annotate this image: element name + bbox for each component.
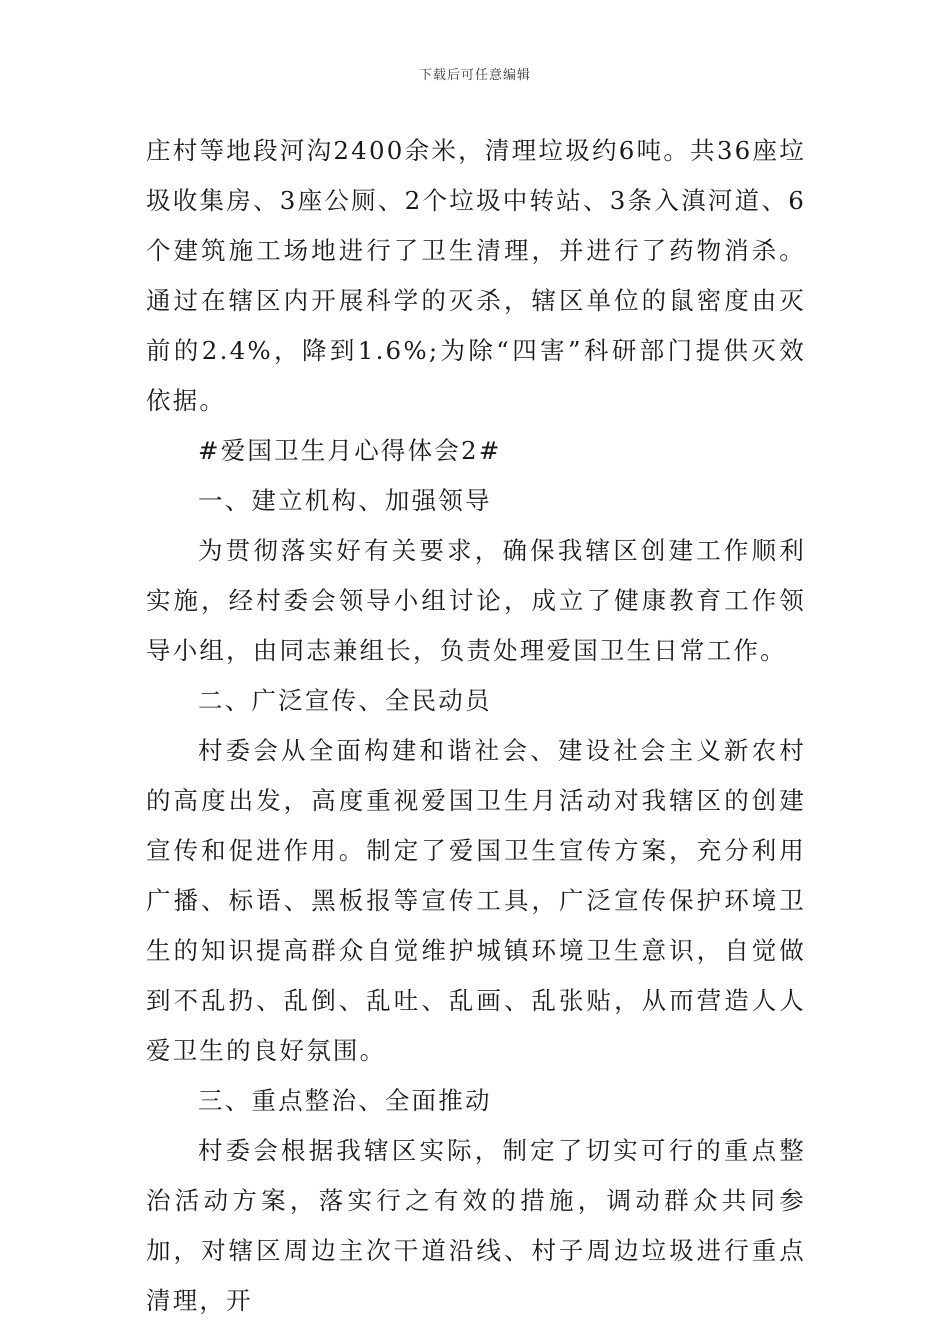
heading-1: 一、建立机构、加强领导 (198, 486, 492, 515)
paragraph-4: 村委会根据我辖区实际，制定了切实可行的重点整治活动方案，落实行之有效的措施，调动群众共同参加，对辖区周边主次干道沿线、村子周边垃圾进行重点清理，开 (146, 1136, 806, 1315)
heading-3: 三、重点整治、全面推动 (198, 1086, 492, 1115)
paragraph-2: 为贯彻落实好有关要求，确保我辖区创建工作顺利实施，经村委会领导小组讨论，成立了健康教育工作领导小组，由同志兼组长，负责处理爱国卫生日常工作。 (146, 536, 806, 665)
document-body (146, 126, 806, 1326)
heading-2: 二、广泛宣传、全民动员 (198, 686, 492, 715)
page-header-note: 下载后可任意编辑 (418, 68, 531, 83)
paragraph-3: 村委会从全面构建和谐社会、建设社会主义新农村的高度出发，高度重视爱国卫生月活动对我辖区的创建宣传和促进作用。制定了爱国卫生宣传方案，充分利用广播、标语、黑板报等宣传工具，广泛宣传保护环境卫生的知识提高群众自觉维护城镇环境卫生意识，自觉做到不乱扔、乱倒、乱吐、乱画、乱张贴，从而营造人人爱卫生的良好氛围。 (146, 736, 806, 1065)
paragraph-continuation: 庄村等地段河沟2400余米，清理垃圾约6吨。共36座垃圾收集房、3座公厕、2个垃圾中转站、3条入滇河道、6个建筑施工场地进行了卫生清理，并进行了药物消杀。通过在辖区内开展科学的灭杀，辖区单位的鼠密度由灭前的2.4%，降到1.6%;为除“四害”科研部门提供灭效依据。 (146, 136, 806, 415)
section-title: #爱国卫生月心得体会2# (198, 436, 502, 465)
